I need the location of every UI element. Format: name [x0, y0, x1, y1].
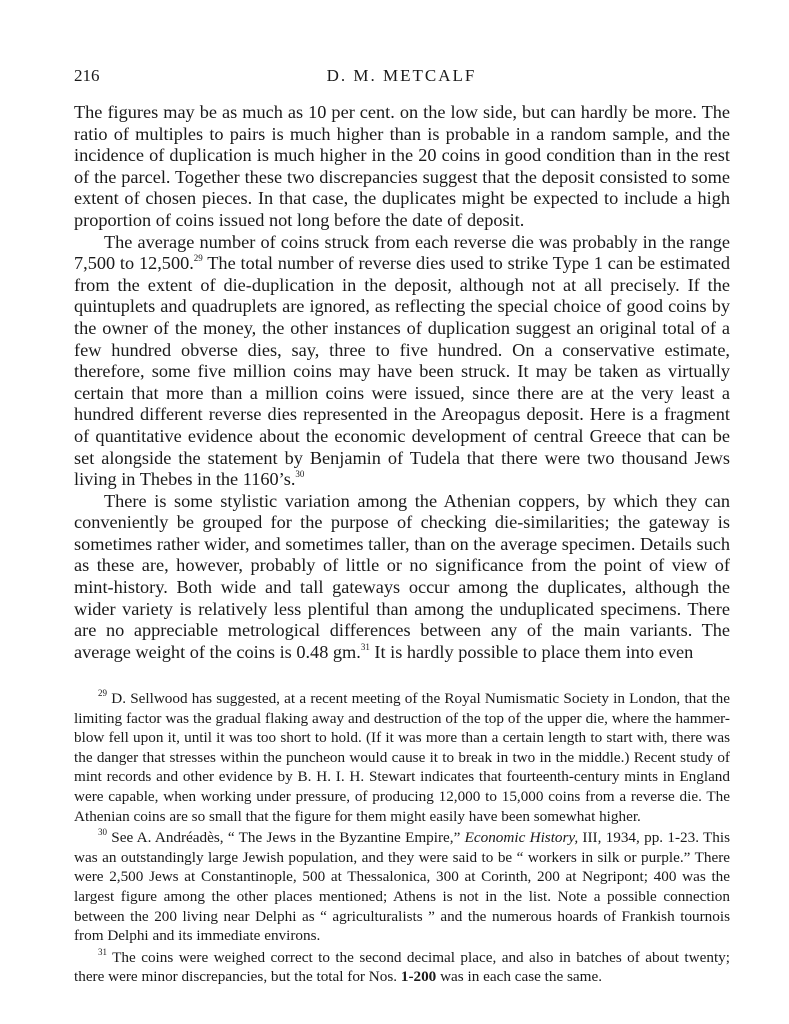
body-text: [74, 102, 730, 663]
paragraph-text: The figures may be as much as 10 per cent. on the low side, but can hardly be more. The ratio of multiples to pairs is much higher than is probable in a random sample, and the incidence of duplication is much higher in the 20 coins in good condition than in the rest of the parcel. Together these two discrepancies suggest that the deposit consisted to some extent of chosen pieces. In that case, the duplicates might be expected to include a high proportion of coins issued not long before the date of deposit.: [74, 102, 730, 230]
footnote-text: III, 1934, pp. 1-23. This was an outstandingly large Jewish population, and they were said to be “ workers in silk or purple.” There were 2,500 Jews at Constantinople, 500 at Thessalonica, 300 at Corinth, 200 at Negripont; 400 was the largest figure among the other places mentioned; Athens is not in the list. Note a possible connection between the 200 living near Delphi as “ agriculturalists ” and the numerous hoards of Frankish tournois from Delphi and its immediate environs.: [74, 829, 730, 945]
page-header: [74, 66, 729, 90]
paragraph-text: It is hardly possible to place them into even: [369, 641, 694, 662]
journal-title: Economic History,: [464, 829, 579, 847]
coin-number-range: 1-200: [400, 968, 437, 986]
page-number: 216: [74, 66, 100, 85]
paragraph-2: [74, 232, 730, 491]
paragraph-text: There is some stylistic variation among the Athenian coppers, by which they can conveniently be grouped for the purpose of checking die-similarities; the gateway is sometimes rather wider, and sometimes taller, than on the average specimen. Details such as these are, however, probably of little or no significance from the point of view of mint-history. Both wide and tall gateways occur among the duplicates, although the wider variety is relatively less plentiful than among the unduplicated specimens. There are no appreciable metrological differences between any of the main variants. The average weight of the coins is 0.48 gm.: [74, 490, 730, 662]
footnote-number: 29: [98, 687, 107, 698]
footnote-29: [74, 689, 730, 826]
footnote-30: [74, 828, 730, 946]
footnote-number: 31: [98, 946, 107, 957]
paragraph-text: The total number of reverse dies used to strike Type 1 can be estimated from the extent of die-duplication in the deposit, although not at all precisely. If the quintuplets and quadruplets are ignored, as reflecting the special choice of good coins by the owner of the money, the other instances of duplication suggest an original total of a few hundred obverse dies, say, three to five hundred. On a conservative estimate, therefore, some five million coins may have been struck. It may be taken as virtually certain that more than a million coins were issued, since there are at the very least a hundred different reverse dies represented in the Areopagus deposit. Here is a fragment of quantitative evidence about the economic development of central Greece that can be set alongside the statement by Benjamin of Tudela that there were two thousand Jews living in Thebes in the 1160’s.: [74, 253, 730, 490]
footnotes: [74, 689, 730, 987]
footnote-text: was in each case the same.: [436, 968, 603, 986]
footnote-ref: 30: [295, 469, 305, 479]
paragraph-1: [74, 102, 730, 232]
paragraph-text: The average number of coins struck from each reverse die was probably in the range 7,500 to 12,500.: [74, 231, 730, 274]
footnote-text: The coins were weighed correct to the second decimal place, and also in batches of about twenty; there were minor discrepancies, but the total for Nos.: [74, 948, 730, 986]
footnote-text: D. Sellwood has suggested, at a recent meeting of the Royal Numismatic Society in London, that the limiting factor was the gradual flaking away and destruction of the top of the upper die, where the hammer-blow fell upon it, until it was too short to hold. (If it was more than a certain length to start with, there was the danger that stresses within the puncheon would cause it to break in two in the middle.) Recent study of mint records and other evidence by B. H. I. H. Stewart indicates that fourteenth-century mints in England were capable, when working under pressure, of producing 12,000 to 15,000 coins from a reverse die. The Athenian coins are so small that the figure for them might easily have been somewhat higher.: [74, 690, 730, 825]
footnote-ref: 31: [360, 641, 370, 652]
running-head: D. M. METCALF: [326, 66, 477, 85]
paragraph-3: [74, 491, 730, 664]
footnote-number: 30: [98, 827, 107, 838]
footnote-31: [74, 948, 730, 987]
footnote-ref: 29: [193, 253, 203, 264]
footnote-text: See A. Andréadès, “ The Jews in the Byzantine Empire,”: [107, 829, 465, 847]
